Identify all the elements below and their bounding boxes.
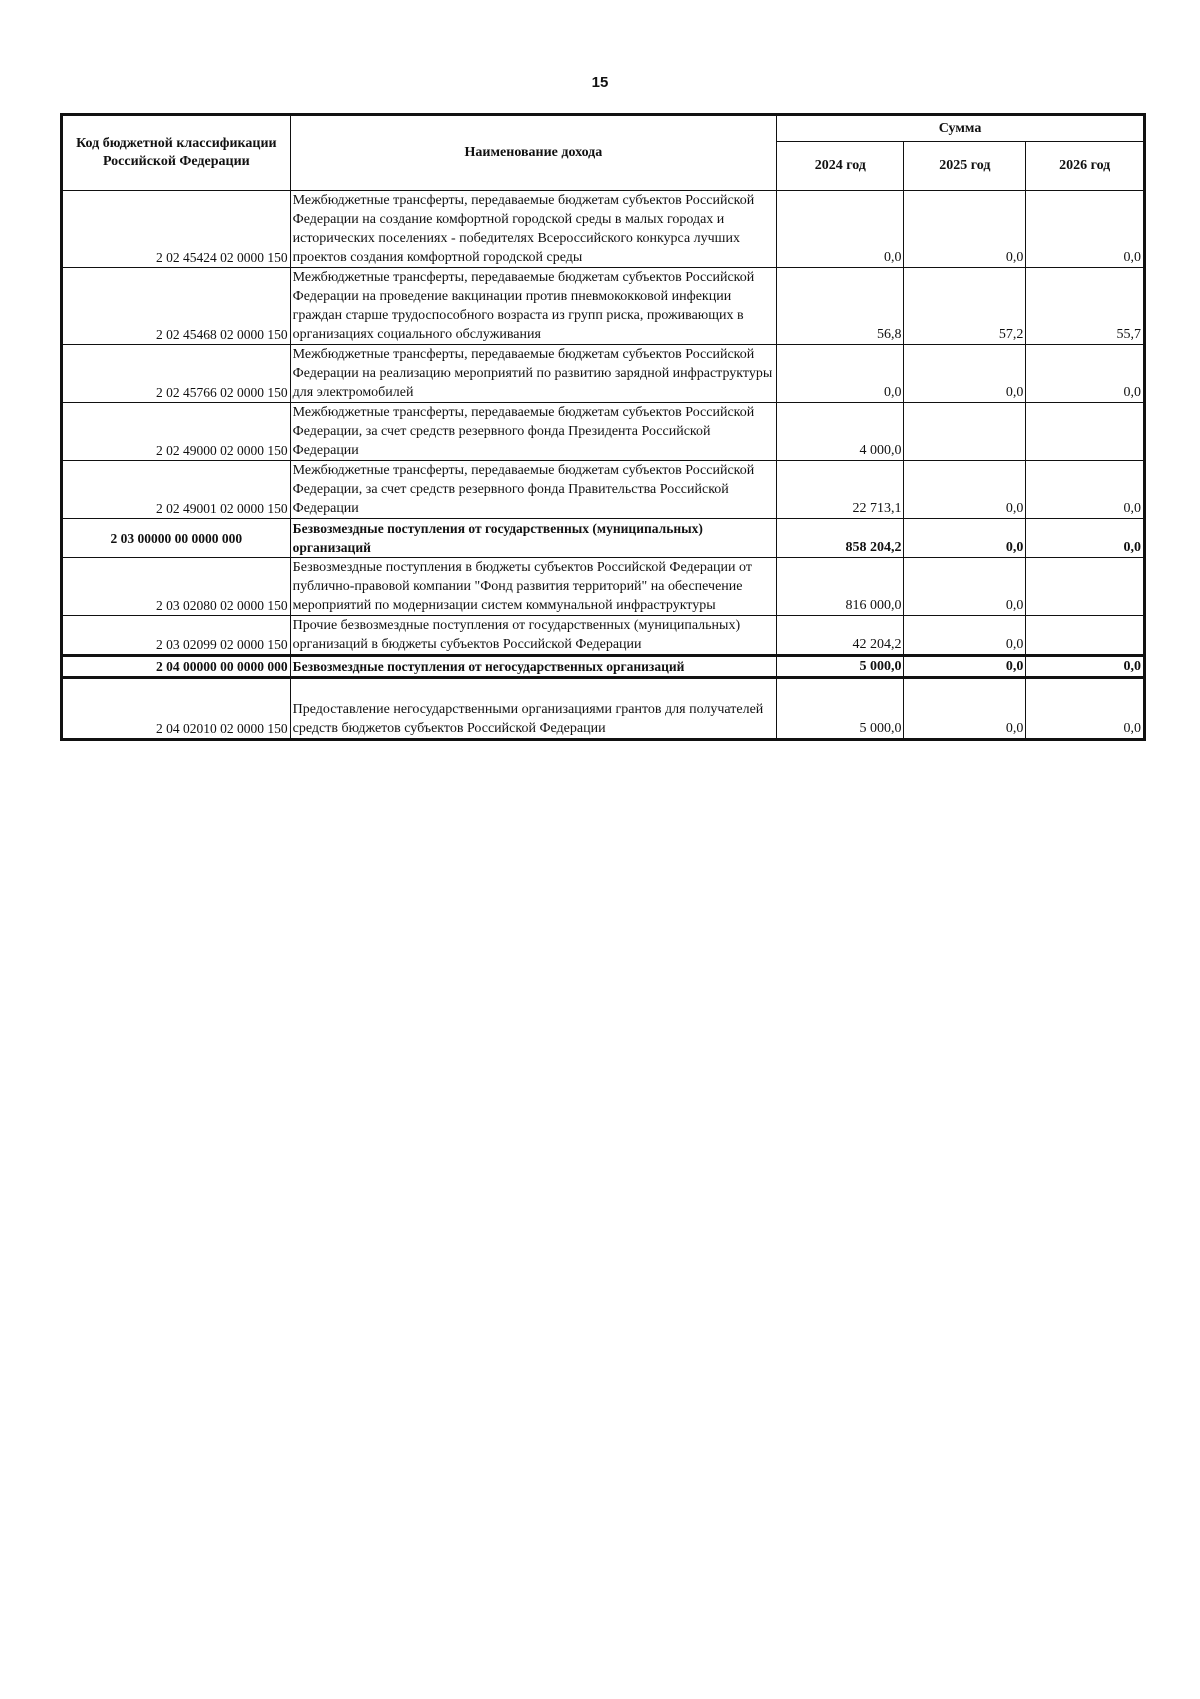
row-2026: 0,0 [1026,678,1145,740]
row-name: Безвозмездные поступления от государственных (муниципальных) организаций [290,519,776,558]
row-2024: 816 000,0 [777,558,904,616]
row-2025: 0,0 [904,678,1026,740]
row-code: 2 02 45766 02 0000 150 [62,345,291,403]
revenue-table [60,113,1146,741]
row-2024: 858 204,2 [777,519,904,558]
table-row [62,268,1145,345]
row-name: Безвозмездные поступления от негосударственных организаций [290,656,776,678]
row-2026: 0,0 [1026,345,1145,403]
header-code: Код бюджетной классификации Российской Федерации [62,115,291,191]
row-2026 [1026,558,1145,616]
row-2025: 0,0 [904,191,1026,268]
row-code: 2 04 02010 02 0000 150 [62,678,291,740]
table-row [62,678,1145,740]
row-2025: 0,0 [904,616,1026,656]
row-name: Прочие безвозмездные поступления от государственных (муниципальных) организаций в бюджеты субъектов Российской Федерации [290,616,776,656]
row-name: Межбюджетные трансферты, передаваемые бюджетам субъектов Российской Федерации, за счет средств резервного фонда Правительства Российской Федерации [290,461,776,519]
page-number: 15 [591,74,609,91]
row-code: 2 02 45468 02 0000 150 [62,268,291,345]
row-name: Межбюджетные трансферты, передаваемые бюджетам субъектов Российской Федерации на проведение вакцинации против пневмококковой инфекции граждан старше трудоспособного возраста из групп риска, проживающих в организациях социального обслуживания [290,268,776,345]
table-row [62,403,1145,461]
row-2026: 0,0 [1026,191,1145,268]
row-code: 2 03 00000 00 0000 000 [62,519,291,558]
header-year-2024: 2024 год [777,142,904,191]
row-code: 2 03 02099 02 0000 150 [62,616,291,656]
row-2024: 5 000,0 [777,678,904,740]
table-row [62,616,1145,656]
row-name: Межбюджетные трансферты, передаваемые бюджетам субъектов Российской Федерации на реализацию мероприятий по развитию зарядной инфраструктуры для электромобилей [290,345,776,403]
row-2026: 0,0 [1026,461,1145,519]
row-2025: 0,0 [904,656,1026,678]
row-2024: 56,8 [777,268,904,345]
header-year-2026: 2026 год [1026,142,1145,191]
table-row-subtotal [62,519,1145,558]
row-code: 2 02 49001 02 0000 150 [62,461,291,519]
row-2026 [1026,403,1145,461]
row-code: 2 04 00000 00 0000 000 [62,656,291,678]
row-2026: 0,0 [1026,656,1145,678]
row-2025: 0,0 [904,345,1026,403]
row-2024: 22 713,1 [777,461,904,519]
row-2024: 0,0 [777,345,904,403]
row-code: 2 03 02080 02 0000 150 [62,558,291,616]
header-year-2025: 2025 год [904,142,1026,191]
row-2025: 0,0 [904,558,1026,616]
row-2024: 42 204,2 [777,616,904,656]
table-row-subtotal [62,656,1145,678]
row-2026: 0,0 [1026,519,1145,558]
row-name: Безвозмездные поступления в бюджеты субъектов Российской Федерации от публично-правовой компании "Фонд развития территорий" на обеспечение мероприятий по модернизации систем коммунальной инфраструктуры [290,558,776,616]
row-2025: 0,0 [904,461,1026,519]
header-name: Наименование дохода [290,115,776,191]
row-2024: 5 000,0 [777,656,904,678]
row-code: 2 02 45424 02 0000 150 [62,191,291,268]
table-row [62,461,1145,519]
row-2026: 55,7 [1026,268,1145,345]
row-2025: 57,2 [904,268,1026,345]
row-2026 [1026,616,1145,656]
table-row [62,345,1145,403]
table-row [62,558,1145,616]
row-2024: 4 000,0 [777,403,904,461]
table-row [62,191,1145,268]
row-name: Межбюджетные трансферты, передаваемые бюджетам субъектов Российской Федерации, за счет средств резервного фонда Президента Российской Федерации [290,403,776,461]
row-name: Предоставление негосударственными организациями грантов для получателей средств бюджетов субъектов Российской Федерации [290,678,776,740]
header-sum: Сумма [777,115,1145,142]
row-2025: 0,0 [904,519,1026,558]
row-2024: 0,0 [777,191,904,268]
row-2025 [904,403,1026,461]
row-name: Межбюджетные трансферты, передаваемые бюджетам субъектов Российской Федерации на создание комфортной городской среды в малых городах и исторических поселениях - победителях Всероссийского конкурса лучших проектов создания комфортной городской среды [290,191,776,268]
row-code: 2 02 49000 02 0000 150 [62,403,291,461]
